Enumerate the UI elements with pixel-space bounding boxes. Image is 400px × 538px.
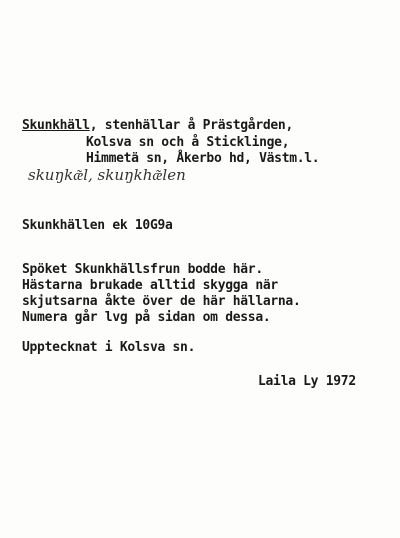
heading-line-2: Kolsva sn och å Sticklinge, [86,135,290,150]
body-line-4: Numera går lvg på sidan om dessa. [22,310,271,325]
heading-line-1 [22,118,293,133]
body-line-2: Hästarna brukade alltid skygga när [22,278,278,293]
body-line-1: Spöket Skunkhällsfrun bodde här. [22,262,263,277]
pronunciation-note: skuŋkæ͂l, skuŋkhæ͂len [28,166,186,184]
heading-line-3: Himmetä sn, Åkerbo hd, Västm.l. [86,151,320,166]
place-name: Skunkhäll [22,118,90,133]
body-line-3: skjutsarna åkte över de här hällarna. [22,294,301,309]
recorded-note: Upptecknat i Kolsva sn. [22,340,196,355]
heading-rest: , stenhällar å Prästgården, [89,118,293,133]
map-reference: Skunkhällen ek 10G9a [22,218,173,233]
signature: Laila Ly 1972 [258,374,356,389]
